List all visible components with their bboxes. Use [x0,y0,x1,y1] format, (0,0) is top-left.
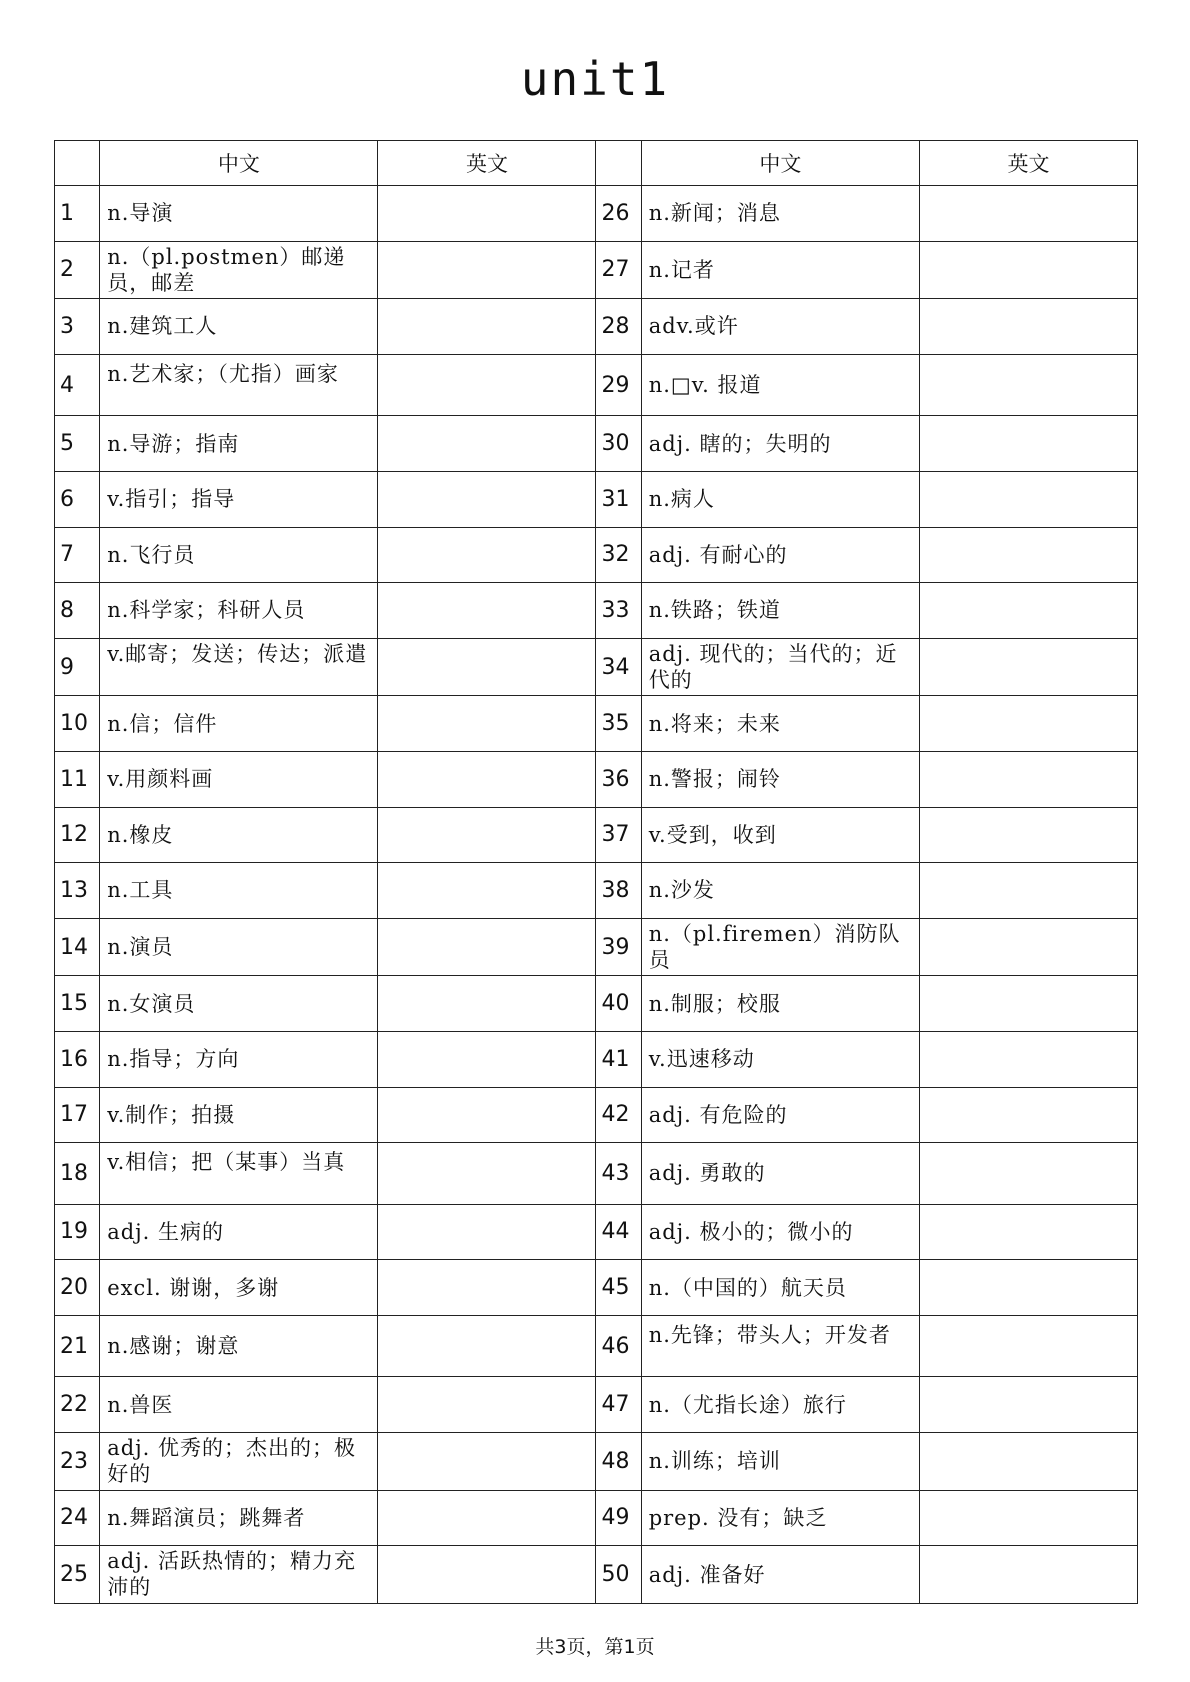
row-number: 15 [55,976,100,1032]
row-number: 38 [596,863,641,919]
header-chinese-left: 中文 [100,141,378,186]
english-answer-cell[interactable] [378,1260,596,1316]
english-answer-cell[interactable] [919,186,1137,242]
row-number: 44 [596,1204,641,1260]
english-answer-cell[interactable] [378,696,596,752]
english-answer-cell[interactable] [378,354,596,416]
row-number: 42 [596,1087,641,1143]
row-number: 28 [596,299,641,355]
row-number: 13 [55,863,100,919]
table-row [55,354,1138,416]
english-answer-cell[interactable] [919,696,1137,752]
chinese-meaning: adj. 优秀的；杰出的；极好的 [100,1433,378,1491]
chinese-meaning: n.训练；培训 [641,1433,919,1491]
english-answer-cell[interactable] [378,807,596,863]
row-number: 29 [596,354,641,416]
table-row [55,1377,1138,1433]
row-number: 37 [596,807,641,863]
row-number: 34 [596,638,641,696]
table-row [55,241,1138,299]
chinese-meaning: n.制服；校服 [641,976,919,1032]
english-answer-cell[interactable] [378,1143,596,1205]
table-row [55,1490,1138,1546]
chinese-meaning: n.兽医 [100,1377,378,1433]
header-num-left [55,141,100,186]
row-number: 19 [55,1204,100,1260]
row-number: 17 [55,1087,100,1143]
english-answer-cell[interactable] [919,1087,1137,1143]
row-number: 21 [55,1315,100,1377]
english-answer-cell[interactable] [378,863,596,919]
english-answer-cell[interactable] [919,918,1137,976]
chinese-meaning: v.相信；把（某事）当真 [100,1143,378,1205]
chinese-meaning: v.受到，收到 [641,807,919,863]
vocab-table [54,140,1138,1604]
english-answer-cell[interactable] [378,527,596,583]
header-english-right: 英文 [919,141,1137,186]
row-number: 49 [596,1490,641,1546]
english-answer-cell[interactable] [919,751,1137,807]
english-answer-cell[interactable] [919,1031,1137,1087]
english-answer-cell[interactable] [378,186,596,242]
english-answer-cell[interactable] [919,1315,1137,1377]
english-answer-cell[interactable] [378,241,596,299]
chinese-meaning: adj. 活跃热情的；精力充沛的 [100,1546,378,1604]
row-number: 12 [55,807,100,863]
row-number: 6 [55,471,100,527]
row-number: 24 [55,1490,100,1546]
english-answer-cell[interactable] [919,527,1137,583]
chinese-meaning: n.铁路；铁道 [641,583,919,639]
chinese-meaning: n.（中国的）航天员 [641,1260,919,1316]
english-answer-cell[interactable] [378,751,596,807]
table-row [55,807,1138,863]
english-answer-cell[interactable] [378,918,596,976]
row-number: 48 [596,1433,641,1491]
chinese-meaning: v.制作；拍摄 [100,1087,378,1143]
table-row [55,1546,1138,1604]
chinese-meaning: v.指引；指导 [100,471,378,527]
chinese-meaning: v.邮寄；发送；传达；派遣 [100,638,378,696]
table-row [55,186,1138,242]
row-number: 26 [596,186,641,242]
row-number: 7 [55,527,100,583]
chinese-meaning: n.建筑工人 [100,299,378,355]
chinese-meaning: adv.或许 [641,299,919,355]
chinese-meaning: n.科学家；科研人员 [100,583,378,639]
row-number: 16 [55,1031,100,1087]
chinese-meaning: n.信；信件 [100,696,378,752]
row-number: 11 [55,751,100,807]
chinese-meaning: n.指导；方向 [100,1031,378,1087]
row-number: 3 [55,299,100,355]
row-number: 23 [55,1433,100,1491]
row-number: 27 [596,241,641,299]
page-title: unit1 [520,52,670,106]
english-answer-cell[interactable] [378,1087,596,1143]
row-number: 25 [55,1546,100,1604]
english-answer-cell[interactable] [919,241,1137,299]
english-answer-cell[interactable] [919,583,1137,639]
chinese-meaning: excl. 谢谢，多谢 [100,1260,378,1316]
row-number: 45 [596,1260,641,1316]
english-answer-cell[interactable] [919,1143,1137,1205]
chinese-meaning: n.导游；指南 [100,416,378,472]
chinese-meaning: n.女演员 [100,976,378,1032]
english-answer-cell[interactable] [919,354,1137,416]
english-answer-cell[interactable] [378,471,596,527]
row-number: 10 [55,696,100,752]
chinese-meaning: n.警报；闹铃 [641,751,919,807]
table-row [55,1087,1138,1143]
row-number: 30 [596,416,641,472]
english-answer-cell[interactable] [378,1546,596,1604]
table-row [55,527,1138,583]
chinese-meaning: adj. 有危险的 [641,1087,919,1143]
row-number: 50 [596,1546,641,1604]
chinese-meaning: n.将来；未来 [641,696,919,752]
english-answer-cell[interactable] [378,583,596,639]
english-answer-cell[interactable] [919,1546,1137,1604]
english-answer-cell[interactable] [378,1031,596,1087]
table-row [55,751,1138,807]
chinese-meaning: n.先锋；带头人；开发者 [641,1315,919,1377]
chinese-meaning: n.艺术家；（尤指）画家 [100,354,378,416]
english-answer-cell[interactable] [378,1377,596,1433]
chinese-meaning: n.演员 [100,918,378,976]
row-number: 32 [596,527,641,583]
english-answer-cell[interactable] [378,1490,596,1546]
row-number: 18 [55,1143,100,1205]
english-answer-cell[interactable] [919,807,1137,863]
header-num-right [596,141,641,186]
chinese-meaning: prep. 没有；缺乏 [641,1490,919,1546]
english-answer-cell[interactable] [919,1433,1137,1491]
english-answer-cell[interactable] [378,638,596,696]
row-number: 41 [596,1031,641,1087]
table-row [55,1204,1138,1260]
chinese-meaning: v.用颜料画 [100,751,378,807]
english-answer-cell[interactable] [378,1315,596,1377]
table-row [55,638,1138,696]
row-number: 8 [55,583,100,639]
row-number: 9 [55,638,100,696]
english-answer-cell[interactable] [919,416,1137,472]
table-row [55,1031,1138,1087]
chinese-meaning: n.（pl.firemen）消防队员 [641,918,919,976]
english-answer-cell[interactable] [378,1433,596,1491]
row-number: 1 [55,186,100,242]
chinese-meaning: adj. 勇敢的 [641,1143,919,1205]
chinese-meaning: n.沙发 [641,863,919,919]
table-row [55,918,1138,976]
chinese-meaning: adj. 现代的；当代的；近代的 [641,638,919,696]
chinese-meaning: adj. 有耐心的 [641,527,919,583]
english-answer-cell[interactable] [378,299,596,355]
chinese-meaning: n.□v. 报道 [641,354,919,416]
english-answer-cell[interactable] [919,1377,1137,1433]
chinese-meaning: adj. 生病的 [100,1204,378,1260]
english-answer-cell[interactable] [919,1490,1137,1546]
table-row [55,976,1138,1032]
table-row [55,471,1138,527]
row-number: 47 [596,1377,641,1433]
chinese-meaning: n.导演 [100,186,378,242]
english-answer-cell[interactable] [919,1204,1137,1260]
chinese-meaning: n.病人 [641,471,919,527]
table-row [55,1260,1138,1316]
header-chinese-right: 中文 [641,141,919,186]
row-number: 22 [55,1377,100,1433]
chinese-meaning: adj. 瞎的；失明的 [641,416,919,472]
chinese-meaning: adj. 准备好 [641,1546,919,1604]
chinese-meaning: n.（pl.postmen）邮递员，邮差 [100,241,378,299]
table-row [55,299,1138,355]
table-row [55,1143,1138,1205]
table-row [55,583,1138,639]
english-answer-cell[interactable] [919,638,1137,696]
english-answer-cell[interactable] [919,299,1137,355]
chinese-meaning: n.工具 [100,863,378,919]
page-footer: 共3页，第1页 [535,1636,655,1658]
table-row [55,1315,1138,1377]
english-answer-cell[interactable] [919,863,1137,919]
chinese-meaning: n.记者 [641,241,919,299]
table-row [55,696,1138,752]
table-row [55,1433,1138,1491]
row-number: 46 [596,1315,641,1377]
row-number: 43 [596,1143,641,1205]
english-answer-cell[interactable] [919,1260,1137,1316]
table-row [55,863,1138,919]
english-answer-cell[interactable] [378,416,596,472]
english-answer-cell[interactable] [378,976,596,1032]
chinese-meaning: n.舞蹈演员；跳舞者 [100,1490,378,1546]
header-row [55,141,1138,186]
row-number: 33 [596,583,641,639]
chinese-meaning: n.（尤指长途）旅行 [641,1377,919,1433]
chinese-meaning: n.飞行员 [100,527,378,583]
row-number: 35 [596,696,641,752]
row-number: 31 [596,471,641,527]
row-number: 40 [596,976,641,1032]
english-answer-cell[interactable] [919,976,1137,1032]
english-answer-cell[interactable] [378,1204,596,1260]
header-english-left: 英文 [378,141,596,186]
chinese-meaning: n.橡皮 [100,807,378,863]
chinese-meaning: v.迅速移动 [641,1031,919,1087]
english-answer-cell[interactable] [919,471,1137,527]
row-number: 39 [596,918,641,976]
row-number: 14 [55,918,100,976]
chinese-meaning: n.新闻；消息 [641,186,919,242]
chinese-meaning: adj. 极小的；微小的 [641,1204,919,1260]
row-number: 4 [55,354,100,416]
chinese-meaning: n.感谢；谢意 [100,1315,378,1377]
row-number: 2 [55,241,100,299]
table-row [55,416,1138,472]
row-number: 5 [55,416,100,472]
row-number: 36 [596,751,641,807]
row-number: 20 [55,1260,100,1316]
